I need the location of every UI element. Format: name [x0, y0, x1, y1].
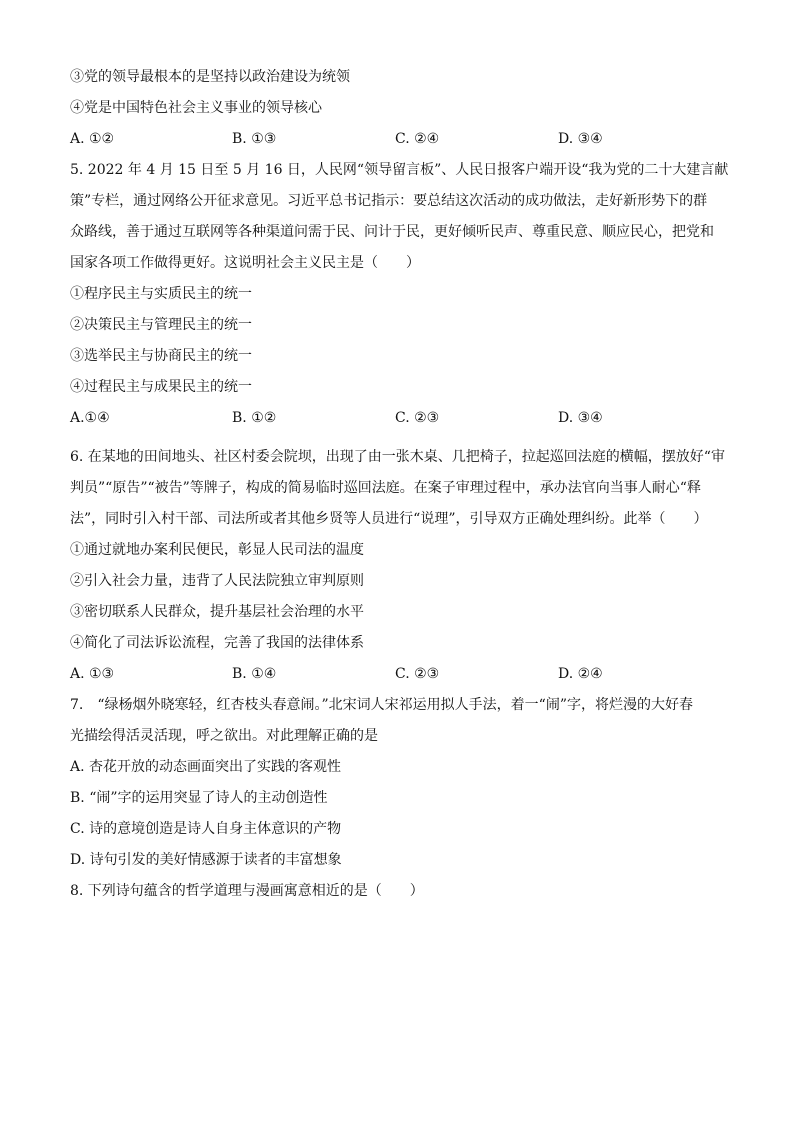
q4-statement-4: ④党是中国特色社会主义事业的领导核心 — [70, 100, 322, 116]
question-4-section — [70, 62, 730, 155]
q5-options — [70, 403, 730, 434]
question-8-section — [70, 876, 730, 907]
q6-options — [70, 659, 730, 690]
q6-statement-3: ③密切联系人民群众，提升基层社会治理的水平 — [70, 604, 364, 620]
q6-statement-2: ②引入社会力量，违背了人民法院独立审判原则 — [70, 573, 364, 589]
q5-statement-2: ②决策民主与管理民主的统一 — [70, 317, 252, 333]
q4-option-b: B. ①③ — [232, 131, 277, 147]
q4-option-d: D. ③④ — [558, 131, 603, 147]
q5-stem-line-1: 5. 2022 年 4 月 15 日至 5 月 16 日，人民网“领导留言板”、人民日报客户端开设“我为党的二十大建言献 — [70, 162, 729, 178]
q6-option-d: D. ②④ — [558, 666, 603, 682]
question-6-section — [70, 442, 730, 690]
q6-stem-line-1: 6. 在某地的田间地头、社区村委会院坝，出现了由一张木桌、几把椅子，拉起巡回法庭的横幅，摆放好“审 — [70, 449, 725, 465]
q7-choice-c: C. 诗的意境创造是诗人自身主体意识的产物 — [70, 821, 342, 837]
q5-stem-line-4: 国家各项工作做得更好。这说明社会主义民主是（ ） — [70, 255, 420, 271]
q7-stem-line-1: 7. “绿杨烟外晓寒轻，红杏枝头春意闹。”北宋词人宋祁运用拟人手法，着一“闹”字，将烂漫的大好春 — [70, 697, 693, 713]
question-7-section — [70, 690, 730, 876]
q6-option-c: C. ②③ — [395, 666, 440, 682]
q4-statement-3: ③党的领导最根本的是坚持以政治建设为统领 — [70, 69, 350, 85]
q6-statement-4: ④简化了司法诉讼流程，完善了我国的法律体系 — [70, 635, 364, 651]
q6-statement-1: ①通过就地办案利民便民，彰显人民司法的温度 — [70, 542, 364, 558]
q6-option-b: B. ①④ — [232, 666, 277, 682]
q4-options — [70, 124, 730, 155]
q5-statement-4: ④过程民主与成果民主的统一 — [70, 379, 252, 395]
exam-page — [70, 62, 730, 907]
q5-stem-line-3: 众路线，善于通过互联网等各种渠道问需于民、问计于民，更好倾听民声、尊重民意、顺应民心，把党和 — [70, 224, 714, 240]
q4-option-c: C. ②④ — [395, 131, 440, 147]
q4-option-a: A. ①② — [70, 131, 115, 147]
q6-stem-line-2: 判员”“原告”“被告”等牌子，构成的简易临时巡回法庭。在案子审理过程中，承办法官向当事人耐心“释 — [70, 480, 701, 496]
question-5-section — [70, 155, 730, 434]
q5-option-c: C. ②③ — [395, 410, 440, 426]
q7-choice-a: A. 杏花开放的动态画面突出了实践的客观性 — [70, 759, 342, 775]
q6-stem-line-3: 法”，同时引入村干部、司法所或者其他乡贤等人员进行“说理”，引导双方正确处理纠纷。此举（ ） — [70, 511, 708, 527]
q7-choice-d: D. 诗句引发的美好情感源于读者的丰富想象 — [70, 852, 342, 868]
q8-stem: 8. 下列诗句蕴含的哲学道理与漫画寓意相近的是（ ） — [70, 883, 424, 899]
q5-option-a: A.①④ — [70, 410, 110, 426]
q7-choice-b: B. “闹”字的运用突显了诗人的主动创造性 — [70, 790, 328, 806]
q7-stem-line-2: 光描绘得活灵活现，呼之欲出。对此理解正确的是 — [70, 728, 378, 744]
q5-statement-3: ③选举民主与协商民主的统一 — [70, 348, 252, 364]
q5-statement-1: ①程序民主与实质民主的统一 — [70, 286, 252, 302]
q5-stem-line-2: 策”专栏，通过网络公开征求意见。习近平总书记指示：要总结这次活动的成功做法，走好新形势下的群 — [70, 193, 708, 209]
q5-option-b: B. ①② — [232, 410, 277, 426]
spacer — [70, 434, 730, 442]
q5-option-d: D. ③④ — [558, 410, 603, 426]
q6-option-a: A. ①③ — [70, 666, 115, 682]
